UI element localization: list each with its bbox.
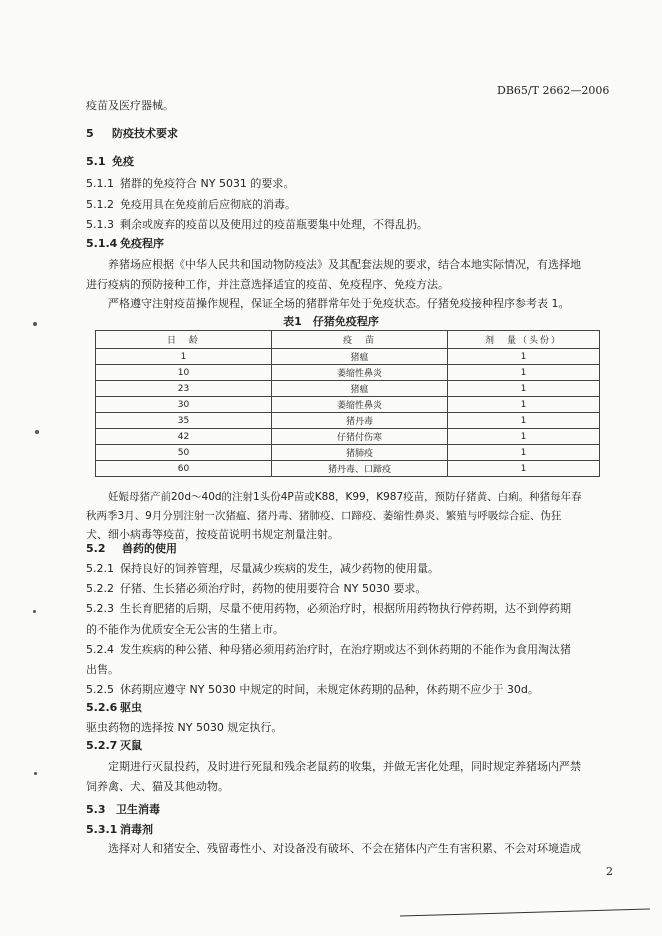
- clause: [86, 218, 428, 232]
- scan-speck: [35, 430, 39, 434]
- cell-dose: 1: [448, 445, 600, 461]
- section-title: 灭鼠: [120, 739, 142, 752]
- section-heading: [86, 823, 153, 837]
- table-row: [96, 349, 600, 365]
- clause: [86, 602, 571, 616]
- table-row: [96, 413, 600, 429]
- cell-vaccine: 猪瘟: [272, 349, 448, 365]
- section-title: 防疫技术要求: [112, 127, 178, 140]
- section-title: 卫生消毒: [116, 803, 160, 816]
- scan-speck: [34, 772, 37, 775]
- table-row: [96, 365, 600, 381]
- paragraph-line: 秋两季3月、9月分别注射一次猪瘟、猪丹毒、猪肺疫、口蹄疫、萎缩性鼻炎、繁殖与呼吸综合症、伪狂: [86, 510, 562, 522]
- scan-speck: [33, 322, 37, 326]
- section-title: 驱虫: [120, 701, 142, 714]
- column-header-age: 日 龄: [96, 331, 272, 349]
- paragraph-line: 定期进行灭鼠投药，及时进行死鼠和残余老鼠药的收集，并做无害化处理，同时规定养猪场内严禁: [108, 760, 581, 773]
- clause-text: 保持良好的饲养管理，尽量减少疾病的发生，减少药物的使用量。: [120, 562, 439, 575]
- section-number: 5.1.4: [86, 237, 118, 250]
- table-caption: 表1 仔猪免疫程序: [283, 315, 379, 328]
- clause: [86, 198, 296, 212]
- cell-vaccine: 猪瘟: [272, 381, 448, 397]
- paragraph-line: 严格遵守注射疫苗操作规程，保证全场的猪群常年处于免疫状态。仔猪免疫接种程序参考表 1。: [108, 297, 570, 310]
- clause-text: 猪群的免疫符合 NY 5031 的要求。: [120, 177, 295, 190]
- column-header-dose: 剂 量（头份）: [448, 331, 600, 349]
- clause: [86, 562, 439, 576]
- clause: [86, 177, 294, 191]
- table-header-row: [96, 331, 600, 349]
- table-row: [96, 381, 600, 397]
- clause-continuation: 出售。: [86, 663, 119, 676]
- clause: [86, 643, 571, 657]
- clause-text: 发生疾病的种公猪、种母猪必须用药治疗时，在治疗期或达不到休药期的不能作为食用淘汰猪: [120, 643, 571, 656]
- cell-age: 10: [96, 365, 272, 381]
- section-heading: [86, 542, 177, 556]
- clause-number: 5.1.1: [86, 177, 114, 190]
- clause-text: 仔猪、生长猪必须治疗时，药物的使用要符合 NY 5030 要求。: [120, 582, 427, 595]
- section-title: 消毒剂: [120, 823, 153, 836]
- vaccination-table: [95, 330, 600, 477]
- cell-dose: 1: [448, 349, 600, 365]
- cell-vaccine: 猪肺疫: [272, 445, 448, 461]
- clause: [86, 683, 539, 697]
- clause-text: 生长育肥猪的后期，尽量不使用药物，必须治疗时，根据所用药物执行停药期，达不到停药期: [120, 602, 571, 615]
- cell-dose: 1: [448, 397, 600, 413]
- clause-continuation: 的不能作为优质安全无公害的生猪上市。: [86, 623, 284, 636]
- table-row: [96, 397, 600, 413]
- section-number: 5.3.1: [86, 823, 118, 836]
- clause-number: 5.2.5: [86, 683, 114, 696]
- section-number: 5.2.7: [86, 739, 118, 752]
- clause-number: 5.2.2: [86, 582, 114, 595]
- column-header-vaccine: 疫 苗: [272, 331, 448, 349]
- section-number: 5.2.6: [86, 701, 118, 714]
- table-row: [96, 429, 600, 445]
- cell-age: 60: [96, 461, 272, 477]
- footer-rule: [400, 909, 650, 917]
- clause-text: 休药期应遵守 NY 5030 中规定的时间，未规定休药期的品种，休药期不应少于 30d。: [120, 683, 539, 696]
- table-row: [96, 445, 600, 461]
- section-heading: [86, 803, 160, 817]
- section-title: 兽药的使用: [122, 542, 177, 555]
- standard-code: DB65/T 2662—2006: [497, 84, 610, 97]
- clause-number: 5.2.1: [86, 562, 114, 575]
- clause: [86, 582, 426, 596]
- cell-age: 23: [96, 381, 272, 397]
- cell-vaccine: 猪丹毒: [272, 413, 448, 429]
- scan-speck: [33, 610, 36, 613]
- section-number: 5.3: [86, 803, 106, 816]
- clause-text: 免疫用具在免疫前后应彻底的消毒。: [120, 198, 296, 211]
- paragraph-line: 选择对人和猪安全、残留毒性小、对设备没有破坏、不会在猪体内产生有害积累、不会对环境造成: [108, 842, 581, 855]
- cell-vaccine: 萎缩性鼻炎: [272, 365, 448, 381]
- cell-dose: 1: [448, 461, 600, 477]
- paragraph-line: 进行疫病的预防接种工作，并注意选择适宜的疫苗、免疫程序、免疫方法。: [86, 278, 449, 291]
- cell-dose: 1: [448, 429, 600, 445]
- section-number: 5: [86, 127, 94, 140]
- paragraph-line: 犬、细小病毒等疫苗，按疫苗说明书规定剂量注射。: [86, 528, 339, 541]
- cell-dose: 1: [448, 365, 600, 381]
- paragraph-line: 饲养禽、犬、猫及其他动物。: [86, 780, 229, 793]
- cell-vaccine: 仔猪付伤寒: [272, 429, 448, 445]
- paragraph-line: 妊娠母猪产前20d～40d的注射1头份4P苗或K88，K99，K987疫苗，预防仔猪黄、白痢。种猪每年春: [108, 491, 582, 503]
- cell-dose: 1: [448, 381, 600, 397]
- section-heading: [86, 701, 142, 715]
- section-title: 免疫程序: [120, 237, 164, 250]
- page-number: 2: [606, 865, 613, 878]
- cell-dose: 1: [448, 413, 600, 429]
- table-row: [96, 461, 600, 477]
- section-heading: [86, 155, 134, 169]
- cell-vaccine: 猪丹毒、口蹄疫: [272, 461, 448, 477]
- clause-number: 5.1.2: [86, 198, 114, 211]
- paragraph-line: 养猪场应根据《中华人民共和国动物防疫法》及其配套法规的要求，结合本地实际情况，有选择地: [108, 258, 581, 271]
- cell-age: 35: [96, 413, 272, 429]
- section-heading: [86, 127, 178, 141]
- section-number: 5.1: [86, 155, 106, 168]
- cell-age: 42: [96, 429, 272, 445]
- section-number: 5.2: [86, 542, 106, 555]
- cell-age: 50: [96, 445, 272, 461]
- cell-vaccine: 萎缩性鼻炎: [272, 397, 448, 413]
- cell-age: 30: [96, 397, 272, 413]
- clause-number: 5.2.3: [86, 602, 114, 615]
- clause-text: 剩余或废弃的疫苗以及使用过的疫苗瓶要集中处理，不得乱扔。: [120, 218, 428, 231]
- section-title: 免疫: [112, 155, 134, 168]
- paragraph-line: 驱虫药物的选择按 NY 5030 规定执行。: [86, 721, 283, 734]
- clause-number: 5.2.4: [86, 643, 114, 656]
- section-heading: [86, 237, 164, 251]
- cell-age: 1: [96, 349, 272, 365]
- section-heading: [86, 739, 142, 753]
- clause-number: 5.1.3: [86, 218, 114, 231]
- paragraph-line: 疫苗及医疗器械。: [86, 99, 174, 112]
